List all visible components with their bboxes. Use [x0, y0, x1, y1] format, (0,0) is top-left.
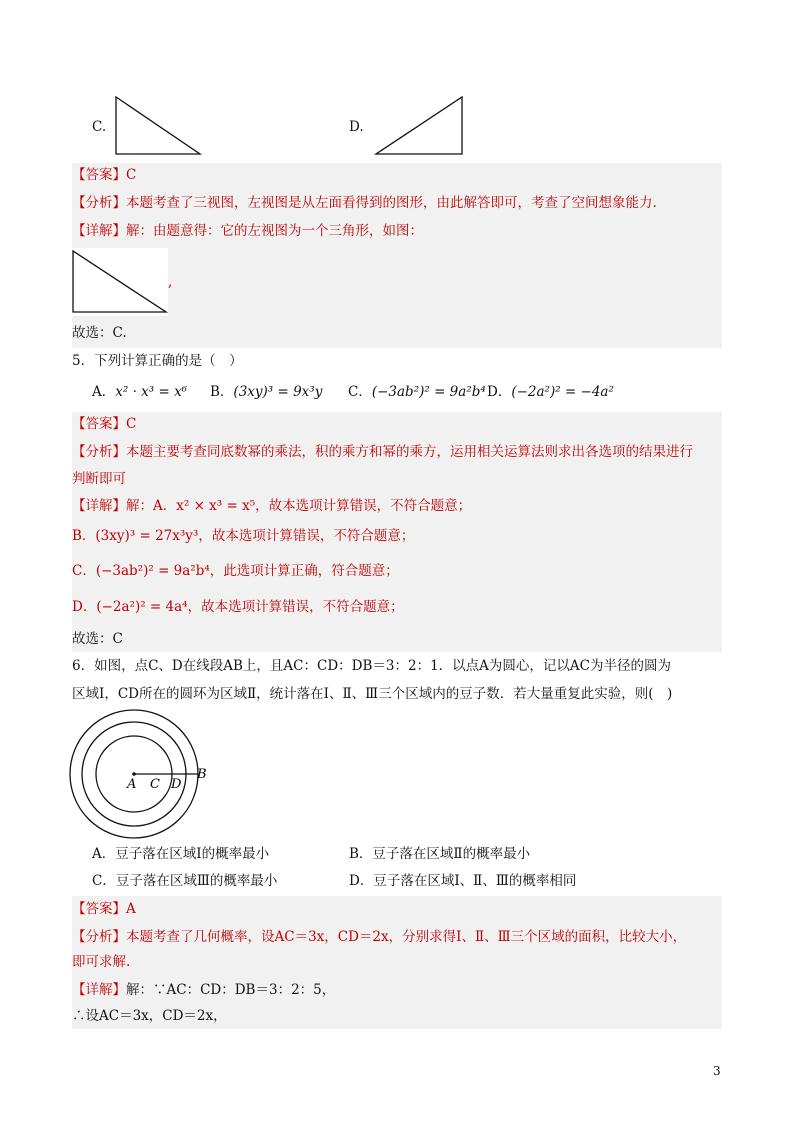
- option-d-label: D.: [349, 119, 364, 135]
- q4-answer: 【答案】C: [72, 167, 137, 183]
- point-a: [132, 772, 136, 776]
- option-c-label: C.: [92, 119, 107, 135]
- triangle-figure-c: [112, 94, 204, 158]
- q6-detail-line-1: 【详解】解：∵AC：CD：DB＝3：2：5，: [72, 982, 336, 998]
- q5-option-a: A．x² · x³ = x⁶: [92, 384, 188, 400]
- q6-answer: 【答案】A: [72, 901, 136, 917]
- q5-option-c: C．(−3ab²)² = 9a²b⁴: [348, 384, 486, 400]
- q4-detail: 【详解】解：由题意得：它的左视图为一个三角形，如图：: [72, 223, 423, 239]
- q6-concentric-circles-figure: [68, 708, 218, 848]
- q5-detail-d: D．(−2a²)² = 4a⁴，故本选项计算错误，不符合题意；: [72, 599, 404, 615]
- q6-option-c: C．豆子落在区域Ⅲ的概率最小: [92, 873, 278, 889]
- label-a: A: [127, 777, 137, 792]
- q5-option-d: D．(−2a²)² = −4a²: [487, 384, 614, 400]
- q5-analysis-line-2: 判断即可: [72, 471, 126, 487]
- triangle-figure-d: [372, 94, 467, 158]
- q5-answer: 【答案】C: [72, 416, 137, 432]
- q5-stem: 5．下列计算正确的是（ ）: [72, 353, 243, 369]
- q6-stem-line-2: 区域Ⅰ，CD所在的圆环为区域Ⅱ，统计落在Ⅰ、Ⅱ、Ⅲ三个区域内的豆子数．若大量重复此实验，则( ): [72, 686, 673, 702]
- q6-option-d: D．豆子落在区域Ⅰ、Ⅱ、Ⅲ的概率相同: [349, 873, 577, 889]
- q6-option-a: A．豆子落在区域Ⅰ的概率最小: [92, 846, 270, 862]
- q5-conclusion: 故选：C: [72, 631, 123, 647]
- q5-option-b: B．(3xy)³ = 9x³y: [210, 384, 323, 400]
- q6-detail-line-2: ∴设AC＝3x，CD＝2x，: [72, 1008, 227, 1024]
- q5-detail-b: B．(3xy)³ = 27x³y³，故本选项计算错误，不符合题意；: [72, 528, 415, 544]
- q5-detail-c: C．(−3ab²)² = 9a²b⁴，此选项计算正确，符合题意；: [72, 563, 399, 579]
- q5-analysis-line-1: 【分析】本题主要考查同底数幂的乘法，积的乘方和幂的乘方，运用相关运算法则求出各选项的结果进行: [72, 444, 693, 460]
- label-c: C: [150, 777, 160, 792]
- q5-detail-a: 【详解】解：A．x² × x³ = x⁵，故本选项计算错误，不符合题意；: [72, 498, 472, 514]
- label-b: B: [197, 767, 207, 782]
- label-d: D: [171, 777, 182, 792]
- q4-left-view-triangle: [70, 248, 173, 316]
- q6-analysis-line-1: 【分析】本题考查了几何概率，设AC＝3x，CD＝2x，分别求得Ⅰ、Ⅱ、Ⅲ三个区域的面积，比较大小，: [72, 929, 687, 945]
- q6-option-b: B．豆子落在区域Ⅱ的概率最小: [349, 846, 531, 862]
- q4-conclusion: 故选：C.: [72, 325, 127, 341]
- page-number: 3: [713, 1064, 721, 1078]
- q6-stem-line-1: 6．如图，点C、D在线段AB上，且AC：CD：DB＝3：2：1．以点A为圆心，记以AC为半径的圆为: [72, 658, 671, 674]
- q4-figure-comma: ,: [168, 274, 173, 290]
- q6-analysis-line-2: 即可求解.: [72, 954, 131, 970]
- q4-analysis: 【分析】本题考查了三视图，左视图是从左面看得到的图形，由此解答即可，考查了空间想象能力.: [72, 195, 657, 211]
